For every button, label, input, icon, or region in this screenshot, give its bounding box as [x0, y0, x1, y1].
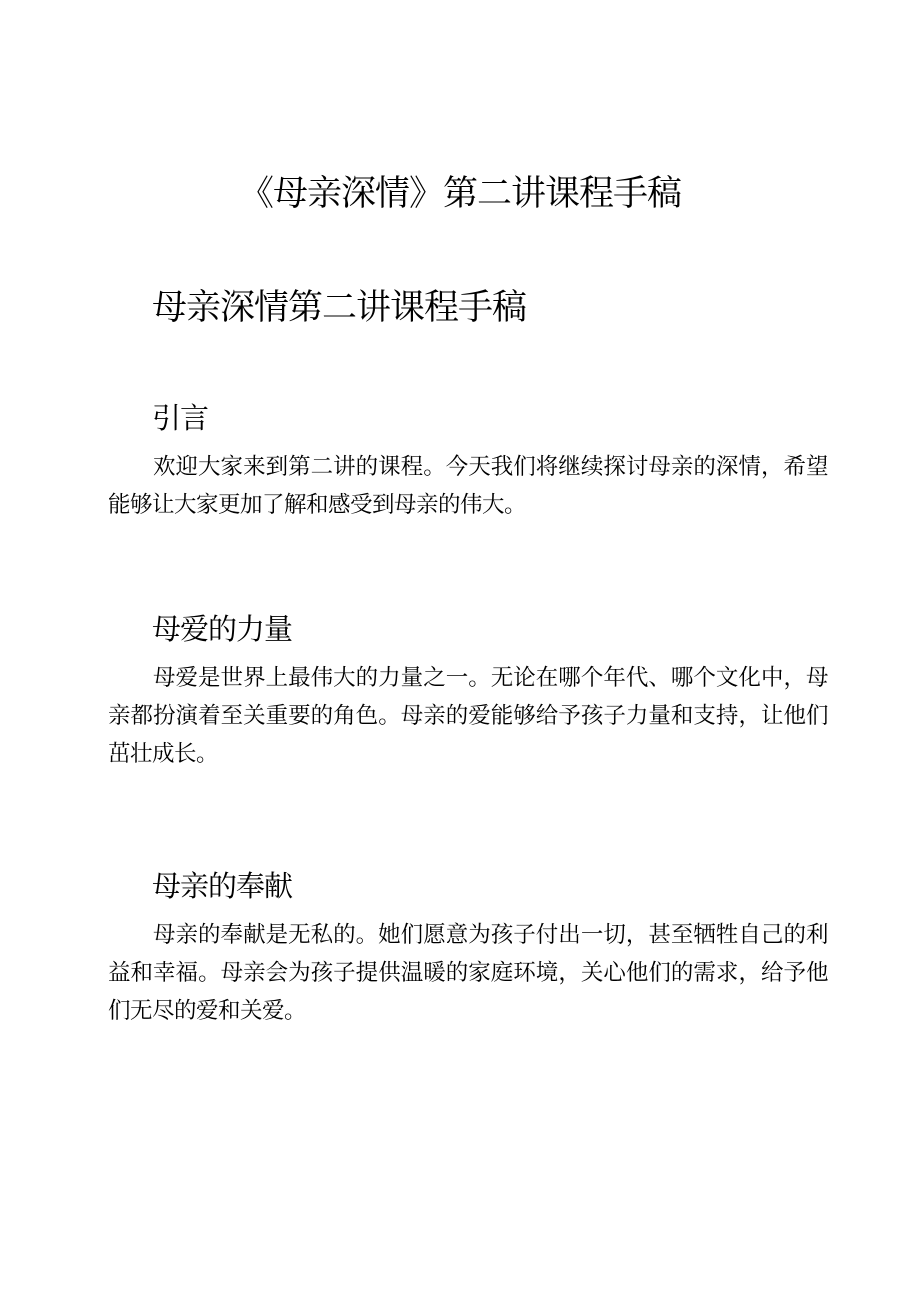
section-mother-devotion — [108, 866, 828, 1030]
document-title: 《母亲深情》第二讲课程手稿 — [238, 174, 681, 214]
section-paragraph: 母亲的奉献是无私的。她们愿意为孩子付出一切，甚至牺牲自己的利益和幸福。母亲会为孩子提供温暖的家庭环境，关心他们的需求，给予他们无尽的爱和关爱。 — [108, 922, 828, 1024]
document-subtitle: 母亲深情第二讲课程手稿 — [152, 288, 527, 328]
section-introduction — [108, 398, 828, 524]
section-power-of-maternal-love — [108, 609, 828, 773]
section-heading: 引言 — [152, 401, 209, 435]
section-heading: 母亲的奉献 — [152, 869, 293, 903]
section-paragraph: 母爱是世界上最伟大的力量之一。无论在哪个年代、哪个文化中，母亲都扮演着至关重要的角色。母亲的爱能够给予孩子力量和支持，让他们茁壮成长。 — [108, 665, 828, 767]
section-heading: 母爱的力量 — [152, 612, 293, 646]
section-paragraph: 欢迎大家来到第二讲的课程。今天我们将继续探讨母亲的深情，希望能够让大家更加了解和感受到母亲的伟大。 — [108, 454, 828, 518]
